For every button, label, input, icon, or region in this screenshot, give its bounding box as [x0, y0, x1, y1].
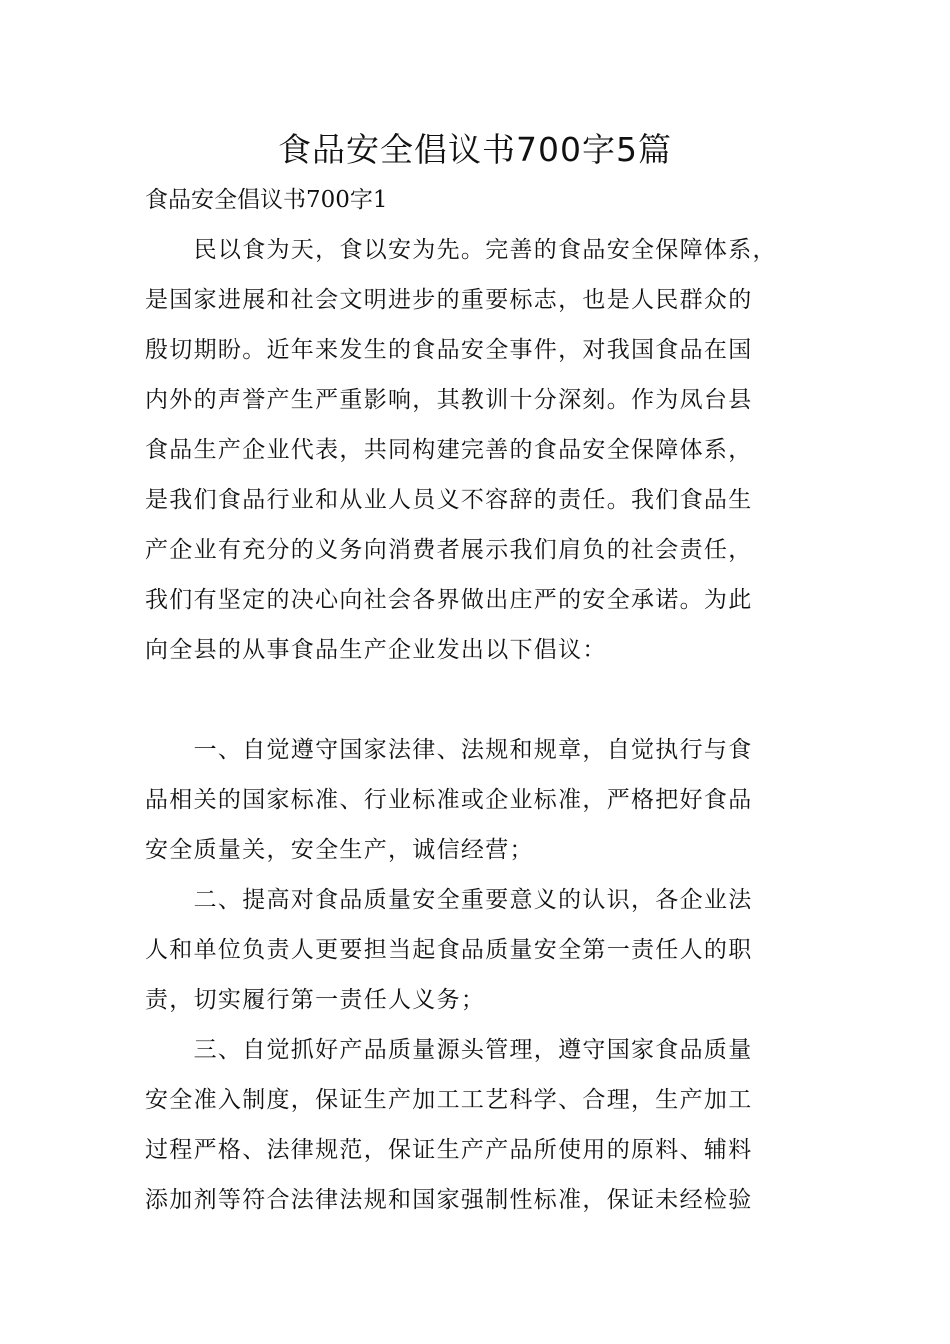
document-subtitle: 食品安全倡议书700字1: [145, 187, 388, 213]
body-line: 责，切实履行第一责任人义务；: [145, 987, 486, 1013]
body-line: 人和单位负责人更要担当起食品质量安全第一责任人的职: [145, 937, 753, 963]
body-line: 添加剂等符合法律法规和国家强制性标准，保证未经检验: [145, 1187, 753, 1213]
body-line: 安全质量关，安全生产，诚信经营；: [145, 837, 534, 863]
body-line: 民以食为天，食以安为先。完善的食品安全保障体系，: [145, 237, 777, 263]
body-line: 一、自觉遵守国家法律、法规和规章，自觉执行与食: [145, 737, 753, 763]
body-line: 安全准入制度，保证生产加工工艺科学、合理，生产加工: [145, 1087, 753, 1113]
body-line: 三、自觉抓好产品质量源头管理，遵守国家食品质量: [145, 1037, 753, 1063]
body-line: 二、提高对食品质量安全重要意义的认识，各企业法: [145, 887, 753, 913]
body-line: 食品生产企业代表，共同构建完善的食品安全保障体系，: [145, 437, 753, 463]
document-title: 食品安全倡议书700字5篇: [278, 130, 672, 169]
body-line: 过程严格、法律规范，保证生产产品所使用的原料、辅料: [145, 1137, 753, 1163]
body-line: 殷切期盼。近年来发生的食品安全事件，对我国食品在国: [145, 337, 753, 363]
body-line: 是我们食品行业和从业人员义不容辞的责任。我们食品生: [145, 487, 753, 513]
body-line: 品相关的国家标准、行业标准或企业标准，严格把好食品: [145, 787, 753, 813]
body-line: 向全县的从事食品生产企业发出以下倡议：: [145, 637, 607, 663]
body-line: 产企业有充分的义务向消费者展示我们肩负的社会责任，: [145, 537, 753, 563]
body-line: 内外的声誉产生严重影响，其教训十分深刻。作为凤台县: [145, 387, 753, 413]
body-line: 是国家进展和社会文明进步的重要标志，也是人民群众的: [145, 287, 753, 313]
body-line: 我们有坚定的决心向社会各界做出庄严的安全承诺。为此: [145, 587, 753, 613]
